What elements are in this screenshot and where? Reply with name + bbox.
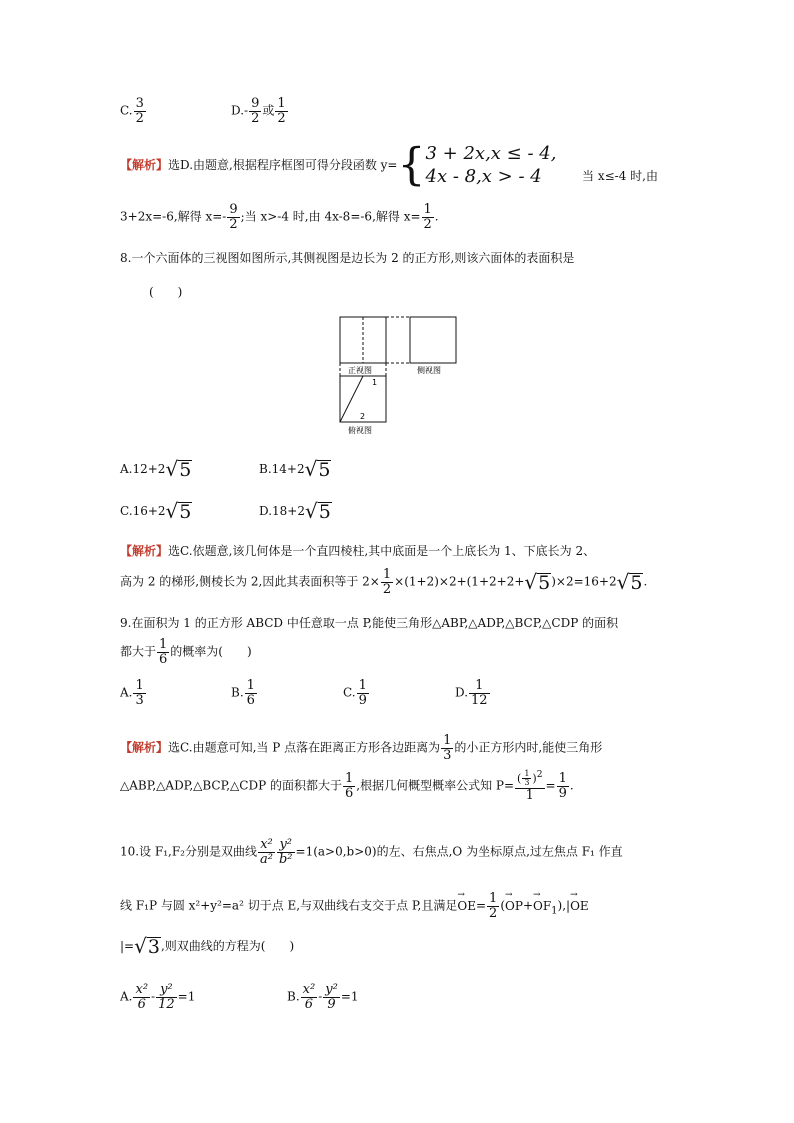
fraction: $\frac{1}{3}$ [135, 678, 144, 708]
q9-option-a: A. $\frac{1}{3}$ [120, 678, 144, 708]
q9-stem-line2: 都大于 $\frac{1}{6}$ 的概率为( ) [120, 637, 252, 667]
q10-stem-line3: |=√3,则双曲线的方程为( ) [120, 934, 295, 958]
sqrt-symbol: √5 [165, 499, 192, 523]
sqrt-symbol: √5 [524, 569, 551, 594]
sqrt-symbol: √5 [616, 569, 643, 594]
q7-option-c [120, 97, 147, 125]
sqrt-symbol: √5 [304, 499, 331, 523]
side-view-label: 侧视图 [417, 366, 441, 375]
q8-solution-line1: 【解析】选C.依题意,该几何体是一个直四棱柱,其中底面是一个上底长为 1、下底长为 2、 [120, 544, 596, 558]
front-view-label: 正视图 [348, 366, 372, 375]
solution-tag: 【解析】 [120, 740, 169, 755]
top-view-label: 俯视图 [348, 426, 372, 435]
piecewise-system: 3 + 2x,x ≤ - 4, 4x - 8,x > - 4 [425, 143, 557, 187]
q9-stem-line1: 9.在面积为 1 的正方形 ABCD 中任意取一点 P,能使三角形△ABP,△ADP,△BCP,△CDP 的面积 [120, 616, 619, 630]
top-view-label-2: 2 [360, 412, 366, 421]
fraction: $\frac{1}{2}$ [489, 891, 498, 921]
fraction: $\frac{1}{2}$ [277, 96, 286, 126]
q7-solution-line1-end: 当 x≤-4 时,由 [582, 169, 658, 183]
fraction: $\frac{1}{9}$ [358, 678, 367, 708]
fraction: $\frac{\text{y²}}{12}$ [158, 982, 175, 1012]
solution-tag: 【解析】 [120, 158, 169, 172]
fraction: $\frac{1}{12}$ [471, 678, 488, 708]
q9-option-c: C. $\frac{1}{9}$ [343, 678, 367, 708]
fraction: $\frac{9}{2}$ [251, 96, 260, 126]
q9-option-d: D. $\frac{1}{12}$ [455, 678, 488, 708]
sqrt-symbol: √5 [165, 457, 192, 481]
probability-fraction: ( $\frac{1}{3}$ )$^2$ 1 [517, 769, 543, 803]
q8-option-d: D.18+2√5 [259, 499, 331, 523]
q7-solution-line1: 【解析】选D.由题意,根据程序框图可得分段函数 y={ 3 + 2x,x ≤ - 4, 4x - 8,x > - 4 [120, 139, 557, 191]
fraction: $\frac{1}{2}$ [382, 567, 392, 597]
top-view-label-1: 1 [372, 378, 378, 387]
fraction: $\frac{9}{2}$ [229, 202, 238, 232]
q9-solution-line2: △ABP,△ADP,△BCP,△CDP 的面积都大于 $\frac{1}{6}$ ,根据几何概型概率公式知 P= ( $\frac{1}{3}$ )$^2$ 1 = $\frac{1}{9}$ . [120, 769, 574, 803]
q8-option-b: B.14+2√5 [259, 457, 331, 481]
q8-solution-line2: 高为 2 的梯形,侧棱长为 2,因此其表面积等于 2× $\frac{1}{2}$ ×(1+2)×2+(1+2+2+√5)×2=16+2√5. [120, 567, 648, 597]
fraction: $\frac{1}{6}$ [246, 678, 255, 708]
fraction: $\frac{1}{2}$ [423, 202, 432, 232]
vector-op: → OP [505, 899, 523, 913]
q10-option-a: A. $\frac{\text{x²}}{6}$ - $\frac{\text{y²}}{12}$ =1 [120, 982, 196, 1012]
q8-option-c: C.16+2√5 [120, 499, 192, 523]
vector-of1: → $OF_1$ [533, 899, 558, 916]
q9-solution-line1: 【解析】选C.由题意可知,当 P 点落在距离正方形各边距离为 $\frac{1}{3}$ 的小正方形内时,能使三角形 [120, 733, 603, 763]
side-view-square [410, 317, 456, 363]
q10-stem-line1: 10.设 F₁,F₂分别是双曲线 $\frac{\text{x²}}{\text{a²}}$ $\frac{\text{y²}}{\text{b²}}$ =1(a>0,b>0)的左、右焦点,O 为坐标原点,过左焦点 F₁ 作直 [120, 837, 623, 867]
fraction: $\frac{3}{2}$ [135, 96, 144, 126]
sqrt-symbol: √3 [134, 934, 160, 958]
q10-stem-line2: 线 F₁P 与圆 x²+y²=a² 切于点 E,与双曲线右支交于点 P,且满足→ OE= $\frac{1}{2}$ (→ $OP+\to OF_1),|\to$ OE [120, 892, 589, 920]
q9-option-b: B. $\frac{1}{6}$ [231, 678, 255, 708]
solution-tag: 【解析】 [120, 544, 169, 558]
three-view-figure [336, 312, 460, 440]
fraction: $\frac{1}{6}$ [344, 771, 354, 801]
brace-icon: { [397, 139, 426, 191]
q8-answer-paren: ( ) [149, 285, 183, 299]
fraction: $\frac{\text{y²}}{\text{b²}}$ [278, 837, 293, 867]
q7-solution-line2: 3+2x=-6,解得 x=- $\frac{9}{2}$ ;当 x>-4 时,由 4x-8=-6,解得 x= $\frac{1}{2}$ . [120, 202, 439, 232]
fraction: $\frac{\text{x²}}{6}$ [135, 982, 149, 1012]
sqrt-symbol: √5 [304, 457, 331, 481]
q10-option-b: B. $\frac{\text{x²}}{6}$ - $\frac{\text{y²}}{9}$ =1 [287, 982, 359, 1012]
fraction: $\frac{1}{6}$ [159, 637, 168, 667]
q8-stem: 8.一个六面体的三视图如图所示,其侧视图是边长为 2 的正方形,则该六面体的表面积是 [120, 251, 575, 265]
fraction: $\frac{\text{y²}}{9}$ [325, 982, 338, 1012]
option-label: C. [120, 103, 133, 118]
vector-oe-2: → OE [570, 899, 589, 913]
fraction: $\frac{1}{3}$ [443, 733, 452, 763]
fraction: $\frac{\text{x²}}{6}$ [302, 982, 316, 1012]
fraction: $\frac{\text{x²}}{\text{a²}}$ [260, 837, 273, 867]
vector-oe: → OE [457, 899, 476, 913]
q7-option-d: D.- $\frac{9}{2}$ 或 $\frac{1}{2}$ [231, 96, 286, 126]
fraction: $\frac{1}{9}$ [558, 771, 567, 801]
q8-option-a: A.12+2√5 [120, 457, 192, 481]
option-label: D.- [231, 103, 249, 118]
